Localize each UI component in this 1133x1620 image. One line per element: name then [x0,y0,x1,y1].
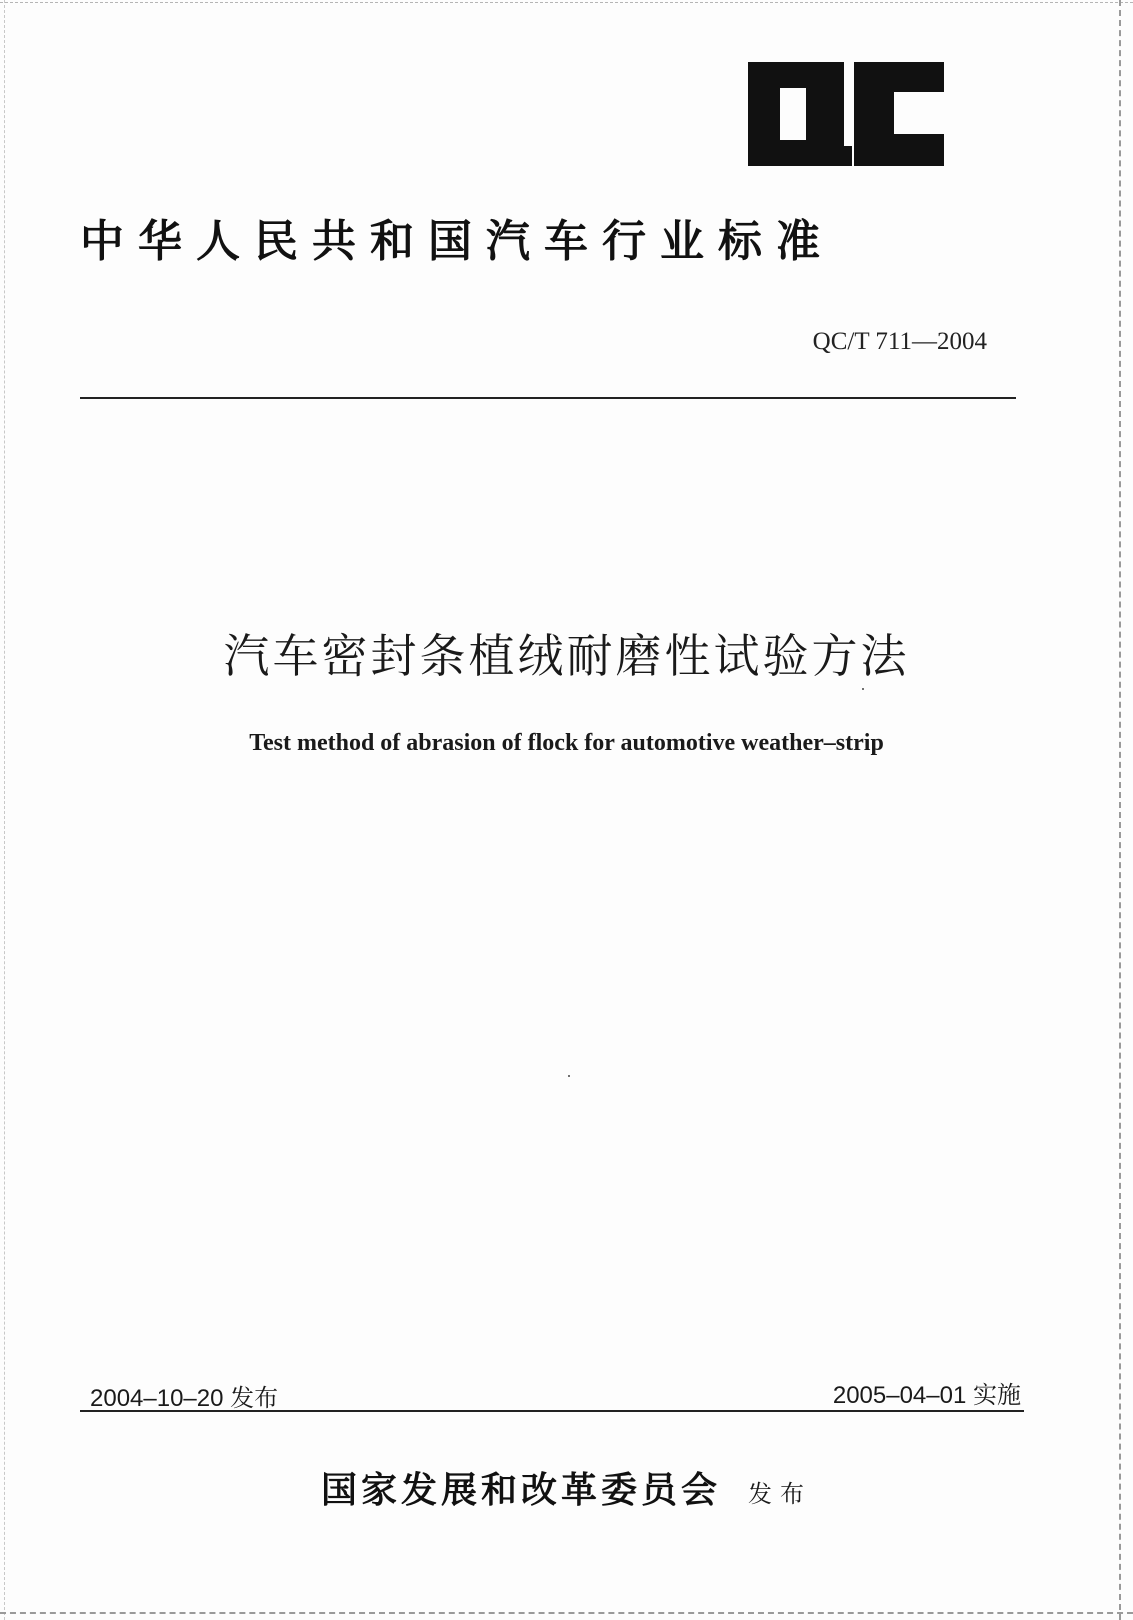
scan-speck [862,688,864,690]
qc-logo-letter-c [854,62,944,166]
scan-edge-right [1119,0,1121,1620]
title-english: Test method of abrasion of flock for automotive weather–strip [249,730,884,756]
publisher-action: 发布 [748,1480,813,1508]
standard-number: QC/T 711—2004 [812,328,987,355]
title-chinese: 汽车密封条植绒耐磨性试验方法 [223,629,910,683]
footer-divider [80,1410,1024,1412]
scan-edge-bottom [0,1612,1133,1614]
issue-date: 2004–10–20 发布 [90,1385,279,1412]
publisher-name: 国家发展和改革委员会 [320,1469,721,1511]
qc-logo [748,62,944,166]
implementation-date: 2005–04–01 实施 [832,1382,1021,1409]
header-divider [80,397,1016,399]
standard-category: 中华人民共和国汽车行业标准 [80,216,834,267]
scan-speck [568,1075,570,1077]
scan-edge-left [4,0,5,1620]
publisher-line [0,1462,1133,1513]
scan-edge-top [0,2,1133,3]
qc-logo-letter-q [748,62,844,166]
